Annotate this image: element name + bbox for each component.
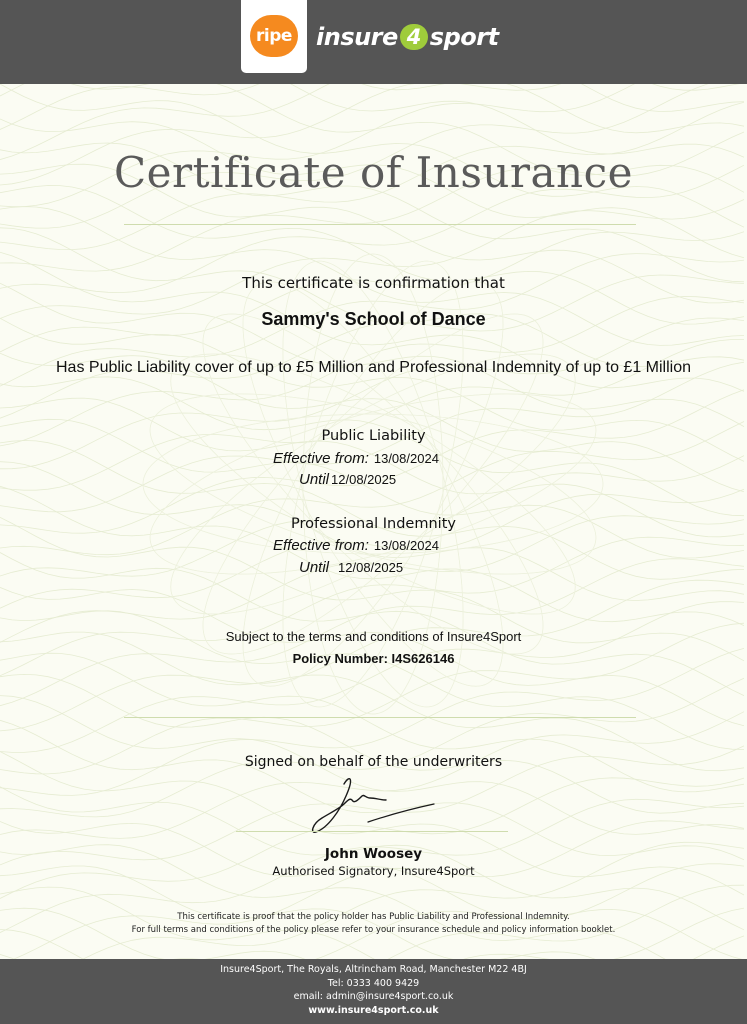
policy-holder-name: Sammy's School of Dance (261, 309, 486, 329)
guilloche-wave (0, 822, 744, 960)
footer-bar (0, 959, 747, 1024)
disclaimer-line-1: This certificate is proof that the policy holder has Public Liability and Professional Indemnity. (177, 912, 570, 922)
header-bar (0, 0, 747, 84)
public-liability-until (299, 471, 396, 488)
professional-indemnity-until (299, 559, 403, 576)
guilloche-wave (0, 228, 744, 367)
until-label: Until (299, 471, 330, 488)
cover-statement: Has Public Liability cover of up to £5 Million and Professional Indemnity of up to £1 Million (56, 359, 691, 376)
effective-from-label: Effective from: (273, 537, 369, 554)
guilloche-wave (0, 885, 744, 959)
brand-four-badge: 4 (400, 24, 428, 50)
insure4sport-logo[interactable] (316, 19, 499, 55)
guilloche-wave (0, 623, 744, 774)
guilloche-wave (0, 602, 744, 753)
footer-telephone[interactable]: Tel: 0333 400 9429 (327, 977, 420, 989)
guilloche-wave (0, 200, 744, 319)
until-date: 12/08/2025 (331, 472, 397, 487)
certificate-title: Certificate of Insurance (114, 148, 633, 197)
brand-suffix: sport (429, 23, 499, 51)
guilloche-wave (0, 84, 744, 133)
professional-indemnity-heading: Professional Indemnity (291, 516, 456, 532)
guilloche-wave (0, 821, 744, 959)
signature-line (236, 831, 508, 832)
disclaimer-line-2: For full terms and conditions of the policy please refer to your insurance schedule and policy information booklet. (131, 925, 616, 935)
title-divider (124, 224, 636, 225)
footer-address: Insure4Sport, The Royals, Altrincham Road, Manchester M22 4BJ (220, 964, 527, 975)
effective-from-date: 13/08/2024 (373, 538, 439, 553)
guilloche-wave (0, 84, 744, 112)
professional-indemnity-effective (273, 537, 439, 554)
signatory-name: John Woosey (324, 846, 423, 862)
signature-image (306, 770, 438, 836)
policy-number: Policy Number: I4S626146 (292, 651, 455, 666)
ripe-logo: ripe (250, 15, 298, 57)
ripe-logo-box[interactable] (241, 0, 307, 73)
signatory-role: Authorised Signatory, Insure4Sport (272, 864, 475, 878)
guilloche-wave (0, 275, 744, 418)
until-date: 12/08/2025 (338, 560, 404, 575)
until-label: Until (299, 559, 330, 576)
confirmation-text: This certificate is confirmation that (242, 274, 505, 292)
guilloche-wave (0, 84, 744, 96)
effective-from-date: 13/08/2024 (373, 451, 439, 466)
effective-from-label: Effective from: (273, 450, 369, 467)
signed-on-behalf-text: Signed on behalf of the underwriters (244, 754, 503, 770)
public-liability-effective (273, 450, 439, 467)
middle-divider (124, 717, 636, 718)
brand-prefix: insure (316, 23, 398, 51)
terms-statement: Subject to the terms and conditions of Insure4Sport (225, 629, 522, 644)
footer-website[interactable]: www.insure4sport.co.uk (308, 1004, 439, 1016)
guilloche-wave (0, 377, 744, 516)
footer-email[interactable]: email: admin@insure4sport.co.uk (293, 991, 454, 1002)
public-liability-heading: Public Liability (321, 428, 426, 444)
